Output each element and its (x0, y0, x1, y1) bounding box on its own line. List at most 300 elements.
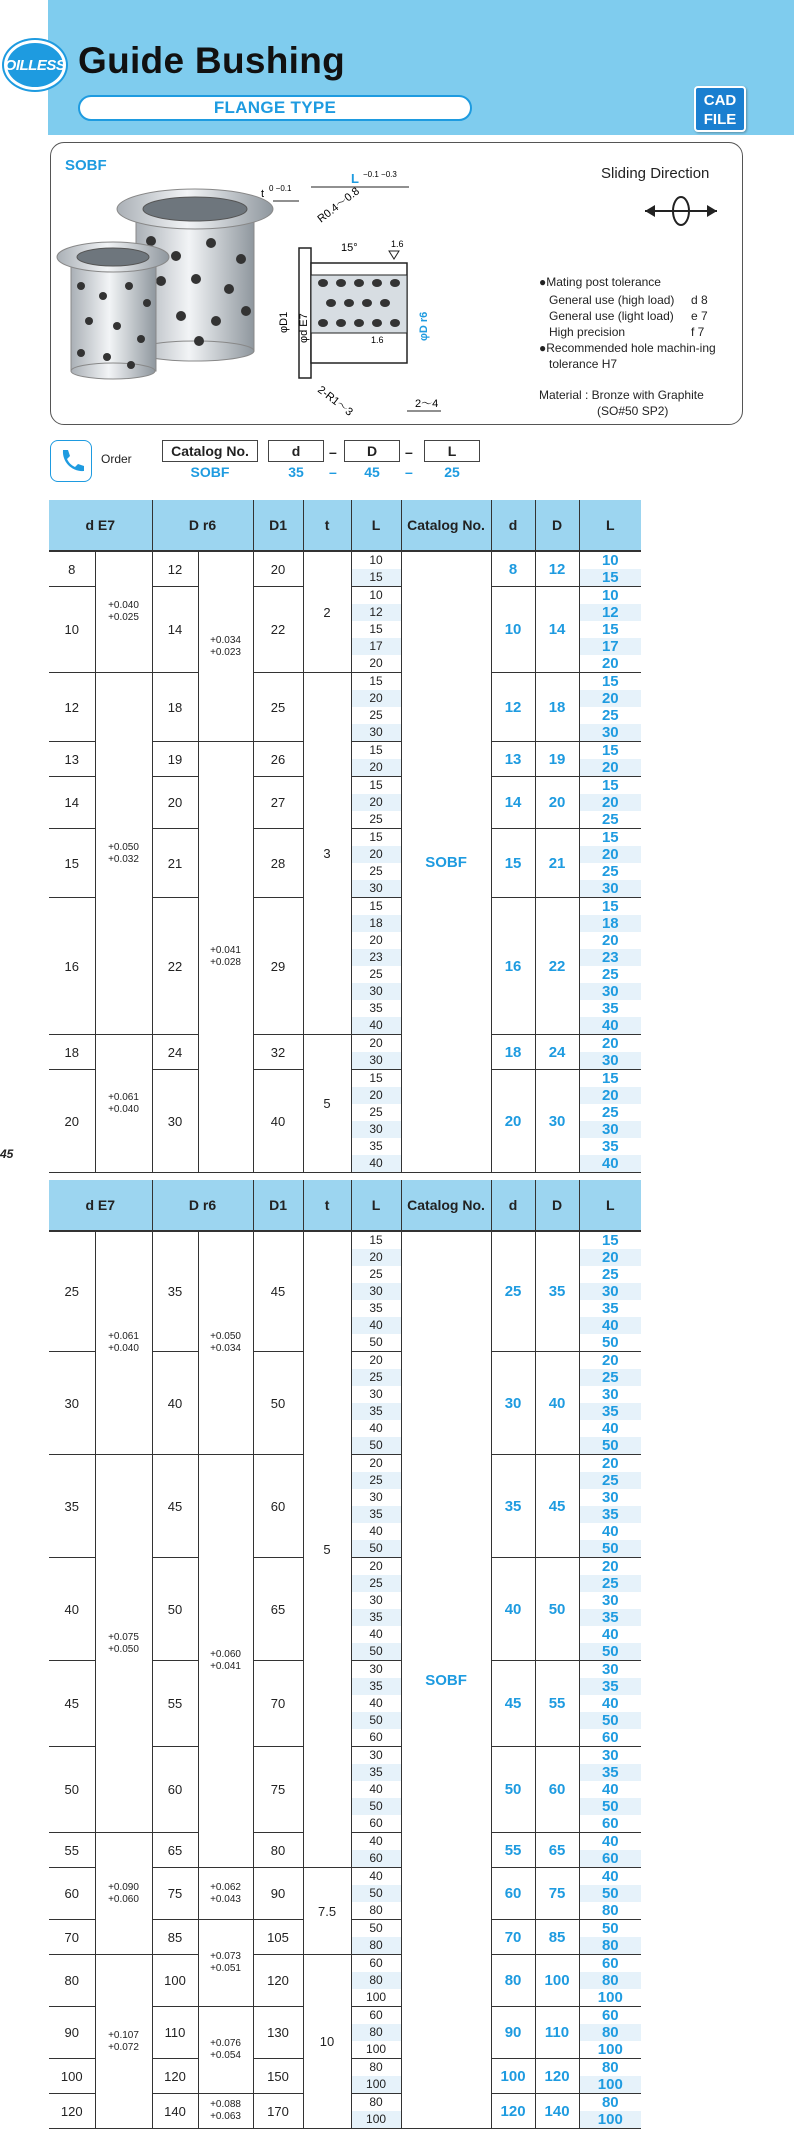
l-value: 20 (352, 655, 401, 672)
l-value-blue: 35 (580, 1300, 642, 1317)
cell-d1: 22 (253, 587, 303, 673)
l-value-blue: 40 (580, 1317, 642, 1334)
spec-table-1 (49, 500, 641, 1173)
l-value: 50 (352, 1437, 401, 1454)
l-value-blue: 25 (580, 966, 642, 983)
l-value-blue: 20 (580, 690, 642, 707)
cell-D: 22 (152, 898, 198, 1035)
cell-e7-tol: +0.040 +0.025 (95, 551, 152, 673)
l-value-blue: 20 (580, 1087, 642, 1104)
cell-l-list (351, 673, 401, 742)
l-value-blue: 12 (580, 604, 642, 621)
l-value: 20 (352, 1249, 401, 1266)
order-value-D: 45 (364, 464, 380, 480)
cell-d-blue: 40 (491, 1558, 535, 1661)
cell-r6-tol: +0.050 +0.034 (198, 1231, 253, 1455)
cell-r6-tol: +0.060 +0.041 (198, 1455, 253, 1868)
diagram-panel (50, 142, 743, 425)
l-value: 40 (352, 1781, 401, 1798)
l-value-blue: 25 (580, 1104, 642, 1121)
th-D-blue: D (535, 500, 579, 551)
cell-d: 55 (49, 1833, 95, 1868)
l-value-blue: 40 (580, 1523, 642, 1540)
l-value-blue: 30 (580, 1661, 642, 1678)
l-value-blue: 15 (580, 777, 642, 794)
dim-angle: 15° (341, 242, 358, 254)
l-value: 60 (352, 1850, 401, 1867)
l-value-blue: 50 (580, 1885, 642, 1902)
cell-l-list (351, 829, 401, 898)
cell-d: 120 (49, 2094, 95, 2129)
cell-r6-tol: +0.076 +0.054 (198, 2007, 253, 2094)
cell-d-blue: 100 (491, 2059, 535, 2094)
cell-D-blue: 22 (535, 898, 579, 1035)
cell-l-list (351, 1070, 401, 1173)
cell-d1: 28 (253, 829, 303, 898)
cell-d1: 90 (253, 1868, 303, 1920)
table-header-row (49, 500, 641, 551)
l-value: 15 (352, 742, 401, 759)
dim-gap: 2～4 (415, 398, 439, 410)
th-t: t (303, 1180, 351, 1231)
cell-D-blue: 75 (535, 1868, 579, 1920)
l-value: 100 (352, 2041, 401, 2058)
cell-d-blue: 8 (491, 551, 535, 587)
cell-d: 15 (49, 829, 95, 898)
l-value-blue: 20 (580, 1558, 642, 1575)
cell-D: 140 (152, 2094, 198, 2129)
cell-l-blue-list (579, 1920, 641, 1955)
l-value: 10 (352, 587, 401, 604)
order-value-catalog: SOBF (190, 464, 230, 480)
cell-d-blue: 120 (491, 2094, 535, 2129)
material-line1: Material : Bronze with Graphite (539, 388, 704, 402)
cell-D: 30 (152, 1070, 198, 1173)
l-value: 25 (352, 811, 401, 828)
cell-e7-tol: +0.107 +0.072 (95, 1955, 152, 2129)
l-value: 25 (352, 1266, 401, 1283)
l-value-blue: 100 (580, 2041, 642, 2058)
cell-d1: 150 (253, 2059, 303, 2094)
cell-D-blue: 14 (535, 587, 579, 673)
note-light-load-val: e 7 (691, 309, 708, 323)
dim-t-label: t (261, 188, 265, 200)
l-value-blue: 80 (580, 1937, 642, 1954)
l-value: 40 (352, 1017, 401, 1034)
cell-D-blue: 65 (535, 1833, 579, 1868)
cell-l-blue-list (579, 829, 641, 898)
cell-D-blue: 55 (535, 1661, 579, 1747)
l-value-blue: 10 (580, 552, 642, 569)
table-row (49, 673, 641, 742)
cell-d: 14 (49, 777, 95, 829)
cell-l-blue-list (579, 777, 641, 829)
cell-D: 65 (152, 1833, 198, 1868)
cell-d-blue: 16 (491, 898, 535, 1035)
cell-l-blue-list (579, 1035, 641, 1070)
cell-e7-tol: +0.061 +0.040 (95, 1035, 152, 1173)
cell-d1: 27 (253, 777, 303, 829)
l-value: 80 (352, 1937, 401, 1954)
l-value-blue: 30 (580, 1121, 642, 1138)
cell-e7-tol: +0.061 +0.040 (95, 1231, 152, 1455)
l-value-blue: 35 (580, 1678, 642, 1695)
l-value-blue: 25 (580, 1472, 642, 1489)
cell-l-list (351, 2094, 401, 2129)
l-value: 15 (352, 673, 401, 690)
l-value: 35 (352, 1000, 401, 1017)
l-value-blue: 80 (580, 2094, 642, 2111)
l-value-blue: 20 (580, 759, 642, 776)
l-value: 35 (352, 1609, 401, 1626)
l-value-blue: 20 (580, 846, 642, 863)
l-value: 18 (352, 915, 401, 932)
cell-d: 80 (49, 1955, 95, 2007)
l-value: 30 (352, 880, 401, 897)
l-value: 15 (352, 621, 401, 638)
dim-d-r6: φD r6 (418, 311, 430, 341)
dim-l-label: L (351, 171, 359, 186)
th-L-blue: L (579, 1180, 641, 1231)
cell-D: 60 (152, 1747, 198, 1833)
l-value: 30 (352, 1121, 401, 1138)
cell-l-list (351, 1868, 401, 1920)
l-value-blue: 20 (580, 794, 642, 811)
l-value: 40 (352, 1523, 401, 1540)
spec-table-2 (49, 1180, 641, 2129)
l-value-blue: 20 (580, 655, 642, 672)
order-header-d: d (268, 440, 324, 462)
l-value: 25 (352, 1575, 401, 1592)
l-value-blue: 15 (580, 569, 642, 586)
cell-d: 30 (49, 1352, 95, 1455)
l-value: 80 (352, 1972, 401, 1989)
cell-D-blue: 110 (535, 2007, 579, 2059)
cell-D: 40 (152, 1352, 198, 1455)
l-value: 35 (352, 1678, 401, 1695)
cell-D: 45 (152, 1455, 198, 1558)
cell-l-list (351, 1455, 401, 1558)
l-value-blue: 20 (580, 1352, 642, 1369)
cell-r6-tol: +0.041 +0.028 (198, 742, 253, 1173)
th-d1: D1 (253, 1180, 303, 1231)
cell-d1: 32 (253, 1035, 303, 1070)
cell-d-blue: 90 (491, 2007, 535, 2059)
cell-l-blue-list (579, 2094, 641, 2129)
cell-D: 120 (152, 2059, 198, 2094)
cell-d1: 45 (253, 1231, 303, 1352)
cell-l-blue-list (579, 1455, 641, 1558)
cell-d: 90 (49, 2007, 95, 2059)
l-value: 40 (352, 1155, 401, 1172)
cell-d1: 65 (253, 1558, 303, 1661)
l-value: 50 (352, 1540, 401, 1557)
cell-D-blue: 45 (535, 1455, 579, 1558)
l-value-blue: 35 (580, 1000, 642, 1017)
cell-d1: 80 (253, 1833, 303, 1868)
l-value-blue: 50 (580, 1920, 642, 1937)
cell-d1: 120 (253, 1955, 303, 2007)
cell-D: 21 (152, 829, 198, 898)
l-value-blue: 17 (580, 638, 642, 655)
cell-D: 19 (152, 742, 198, 777)
note-precision-val: f 7 (691, 325, 705, 339)
l-value-blue: 30 (580, 983, 642, 1000)
cell-D-blue: 35 (535, 1231, 579, 1352)
cad-file-badge[interactable] (694, 86, 746, 132)
dim-l-tol: −0.1 −0.3 (363, 170, 397, 179)
note-mating-tolerance: ●Mating post tolerance (539, 275, 661, 289)
l-value-blue: 50 (580, 1334, 642, 1351)
l-value: 40 (352, 1420, 401, 1437)
cell-l-list (351, 1661, 401, 1747)
l-value: 25 (352, 863, 401, 880)
l-value-blue: 25 (580, 707, 642, 724)
th-d-e7: d E7 (49, 500, 152, 551)
th-l: L (351, 1180, 401, 1231)
cell-l-blue-list (579, 1558, 641, 1661)
l-value: 50 (352, 1643, 401, 1660)
cell-d-blue: 30 (491, 1352, 535, 1455)
table-row (49, 551, 641, 587)
l-value-blue: 35 (580, 1609, 642, 1626)
l-value: 20 (352, 1035, 401, 1052)
cell-d: 18 (49, 1035, 95, 1070)
cell-d: 45 (49, 1661, 95, 1747)
l-value: 100 (352, 2111, 401, 2128)
page-number: 45 (0, 1147, 14, 1161)
l-value-blue: 30 (580, 1283, 642, 1300)
l-value: 80 (352, 2059, 401, 2076)
l-value-blue: 40 (580, 1626, 642, 1643)
l-value-blue: 20 (580, 1035, 642, 1052)
cell-d-blue: 25 (491, 1231, 535, 1352)
l-value-blue: 80 (580, 2024, 642, 2041)
dim-r-label: R0.4～0.8 (315, 185, 362, 226)
l-value: 100 (352, 2076, 401, 2093)
order-label: Order (101, 452, 132, 466)
cell-l-list (351, 898, 401, 1035)
badge-line2: FILE (703, 111, 737, 128)
th-L-blue: L (579, 500, 641, 551)
l-value-blue: 30 (580, 1592, 642, 1609)
cell-d-blue: 13 (491, 742, 535, 777)
cell-d-blue: 20 (491, 1070, 535, 1173)
l-value: 40 (352, 1626, 401, 1643)
l-value-blue: 40 (580, 1017, 642, 1034)
cell-D-blue: 12 (535, 551, 579, 587)
cell-l-blue-list (579, 1661, 641, 1747)
l-value-blue: 50 (580, 1437, 642, 1454)
cell-l-list (351, 551, 401, 587)
cell-catalog: SOBF (401, 1231, 491, 2129)
cell-e7-tol: +0.090 +0.060 (95, 1833, 152, 1955)
cell-D-blue: 21 (535, 829, 579, 898)
cell-d1: 70 (253, 1661, 303, 1747)
l-value-blue: 30 (580, 1489, 642, 1506)
l-value-blue: 60 (580, 1850, 642, 1867)
logo-text: OILLESS (4, 56, 66, 74)
l-value-blue: 100 (580, 2111, 642, 2128)
cell-d-blue: 60 (491, 1868, 535, 1920)
roughness-1: 1.6 (391, 239, 404, 249)
l-value-blue: 15 (580, 742, 642, 759)
cell-r6-tol: +0.073 +0.051 (198, 1920, 253, 2007)
l-value: 25 (352, 1369, 401, 1386)
l-value: 20 (352, 1558, 401, 1575)
cell-d1: 50 (253, 1352, 303, 1455)
l-value-blue: 30 (580, 724, 642, 741)
l-value: 80 (352, 2024, 401, 2041)
l-value: 60 (352, 1729, 401, 1746)
l-value-blue: 50 (580, 1712, 642, 1729)
cell-D: 24 (152, 1035, 198, 1070)
cross-section-drawing (261, 143, 581, 424)
l-value: 100 (352, 1989, 401, 2006)
l-value-blue: 50 (580, 1643, 642, 1660)
note-high-load: General use (high load) (549, 293, 675, 307)
l-value-blue: 60 (580, 1955, 642, 1972)
cell-D-blue: 18 (535, 673, 579, 742)
l-value-blue: 80 (580, 1972, 642, 1989)
cell-l-list (351, 1558, 401, 1661)
cell-l-blue-list (579, 1868, 641, 1920)
cell-d1: 40 (253, 1070, 303, 1173)
cell-d-blue: 10 (491, 587, 535, 673)
l-value-blue: 35 (580, 1506, 642, 1523)
cell-l-list (351, 777, 401, 829)
cell-d: 20 (49, 1070, 95, 1173)
order-header-L: L (424, 440, 480, 462)
cell-D: 85 (152, 1920, 198, 1955)
l-value-blue: 30 (580, 880, 642, 897)
cell-l-blue-list (579, 742, 641, 777)
l-value: 15 (352, 1070, 401, 1087)
l-value-blue: 18 (580, 915, 642, 932)
cell-d1: 170 (253, 2094, 303, 2129)
cell-d1: 26 (253, 742, 303, 777)
dim-d1: φD1 (278, 311, 290, 333)
cell-D-blue: 40 (535, 1352, 579, 1455)
l-value: 40 (352, 1317, 401, 1334)
cell-t: 2 (303, 551, 351, 673)
cell-d1: 75 (253, 1747, 303, 1833)
table-header-row (49, 1180, 641, 1231)
l-value: 20 (352, 932, 401, 949)
cell-d: 35 (49, 1455, 95, 1558)
cell-d-blue: 80 (491, 1955, 535, 2007)
cell-d: 10 (49, 587, 95, 673)
cell-l-blue-list (579, 1955, 641, 2007)
cell-t: 7.5 (303, 1868, 351, 1955)
l-value: 35 (352, 1403, 401, 1420)
order-dash-3: – (329, 464, 337, 480)
l-value: 50 (352, 1798, 401, 1815)
cell-d: 13 (49, 742, 95, 777)
bushing-product-illustration (51, 181, 281, 381)
cell-D: 20 (152, 777, 198, 829)
note-precision: High precision (549, 325, 626, 339)
l-value: 35 (352, 1764, 401, 1781)
l-value-blue: 40 (580, 1695, 642, 1712)
cell-catalog: SOBF (401, 551, 491, 1173)
l-value: 20 (352, 1455, 401, 1472)
l-value: 25 (352, 966, 401, 983)
cell-l-list (351, 1035, 401, 1070)
l-value: 20 (352, 1087, 401, 1104)
cell-D: 110 (152, 2007, 198, 2059)
table-row (49, 1035, 641, 1070)
l-value-blue: 50 (580, 1540, 642, 1557)
cell-d-blue: 35 (491, 1455, 535, 1558)
th-t: t (303, 500, 351, 551)
cell-d: 50 (49, 1747, 95, 1833)
cell-l-blue-list (579, 1231, 641, 1352)
table-row (49, 1231, 641, 1352)
th-catalog: Catalog No. (401, 1180, 491, 1231)
cell-t: 10 (303, 1955, 351, 2129)
l-value: 25 (352, 707, 401, 724)
l-value-blue: 20 (580, 932, 642, 949)
l-value-blue: 15 (580, 829, 642, 846)
l-value-blue: 10 (580, 587, 642, 604)
th-d-r6: D r6 (152, 500, 253, 551)
cell-D: 75 (152, 1868, 198, 1920)
cell-D: 100 (152, 1955, 198, 2007)
th-d-blue: d (491, 500, 535, 551)
l-value: 50 (352, 1920, 401, 1937)
note-light-load: General use (light load) (549, 309, 674, 323)
l-value-blue: 30 (580, 1052, 642, 1069)
l-value: 15 (352, 898, 401, 915)
cell-l-list (351, 742, 401, 777)
l-value-blue: 15 (580, 1232, 642, 1249)
th-d-r6: D r6 (152, 1180, 253, 1231)
cell-l-blue-list (579, 898, 641, 1035)
l-value-blue: 15 (580, 673, 642, 690)
subtitle: FLANGE TYPE (78, 95, 472, 121)
l-value-blue: 25 (580, 1266, 642, 1283)
l-value: 50 (352, 1712, 401, 1729)
cell-d1: 20 (253, 551, 303, 587)
order-dash-1: – (329, 444, 337, 460)
cell-D: 55 (152, 1661, 198, 1747)
cell-d-blue: 55 (491, 1833, 535, 1868)
order-header-D: D (344, 440, 400, 462)
order-phone-icon (50, 440, 92, 482)
roughness-2: 1.6 (371, 335, 384, 345)
l-value-blue: 23 (580, 949, 642, 966)
cell-l-list (351, 587, 401, 673)
cell-d1: 60 (253, 1455, 303, 1558)
l-value-blue: 80 (580, 1902, 642, 1919)
th-l: L (351, 500, 401, 551)
l-value: 17 (352, 638, 401, 655)
dim-t-tol: 0 −0.1 (269, 184, 292, 193)
cell-d-blue: 18 (491, 1035, 535, 1070)
l-value-blue: 80 (580, 2059, 642, 2076)
cell-d: 40 (49, 1558, 95, 1661)
l-value: 30 (352, 983, 401, 1000)
cell-D-blue: 50 (535, 1558, 579, 1661)
l-value-blue: 25 (580, 1369, 642, 1386)
l-value-blue: 100 (580, 2076, 642, 2093)
l-value: 40 (352, 1868, 401, 1885)
cell-D-blue: 140 (535, 2094, 579, 2129)
l-value: 25 (352, 1104, 401, 1121)
cell-r6-tol: +0.034 +0.023 (198, 551, 253, 742)
order-dash-4: – (405, 464, 413, 480)
